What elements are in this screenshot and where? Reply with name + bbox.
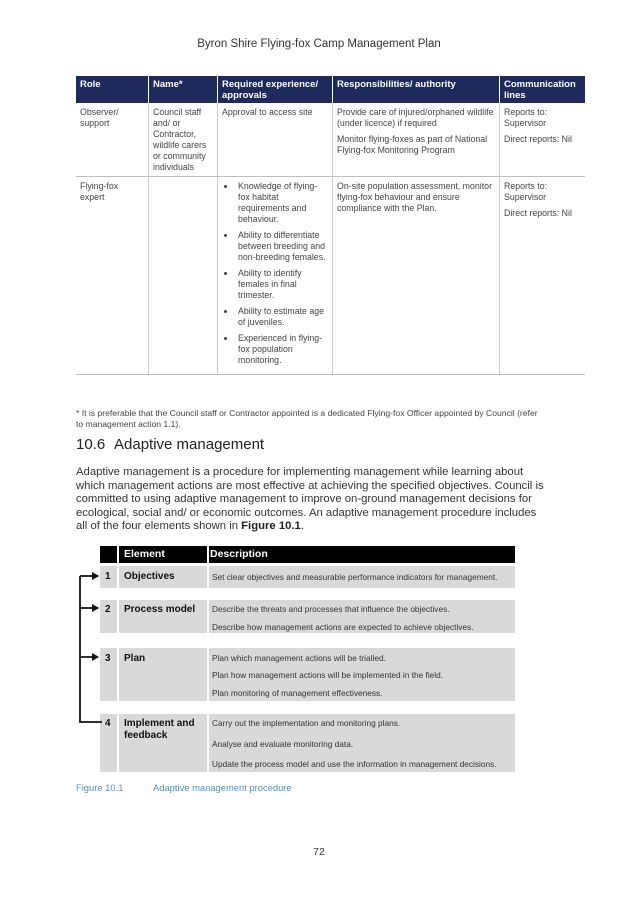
cell-responsibilities: [333, 177, 500, 375]
document-header-title: Byron Shire Flying-fox Camp Management Plan: [197, 38, 441, 50]
column-divider: [207, 546, 209, 772]
communication-text: Reports to: Supervisor: [504, 107, 548, 128]
responsibility-text: On-site population assessment, monitor flying-fox behaviour and ensure compliance with the Plan.: [337, 181, 492, 213]
row-description: Analyse and evaluate monitoring data.: [212, 739, 354, 749]
paragraph-text: Adaptive management is a procedure for implementing management while learning about which management actions are most effective at achieving the specified objectives. Council is committed to using adaptive management to improve on-ground management decisions for ecological, social and/ or economic outcomes. An adaptive management procedure includes all of the four elements shown in: [76, 466, 544, 533]
figure-caption: [76, 782, 292, 793]
feedback-arrows: [76, 560, 116, 790]
row-description: Describe the threats and processes that influence the objectives.: [212, 604, 450, 614]
row-description: Describe how management actions are expected to achieve objectives.: [212, 622, 474, 632]
experience-list: [222, 181, 328, 366]
cell-communication: [500, 177, 586, 375]
caption-text: Adaptive management procedure: [153, 782, 292, 793]
row-description: Plan which management actions will be trialled.: [212, 653, 386, 663]
row-number: 2: [105, 604, 111, 615]
row-element: Process model: [124, 604, 196, 615]
cell-role: Observer/ support: [76, 103, 149, 177]
list-item: • Ability to differentiate between breeding and non-breeding females.: [236, 230, 328, 263]
header-experience: Required experience/ approvals: [218, 76, 333, 103]
section-title: Adaptive management: [114, 436, 265, 453]
responsibility-text: Provide care of injured/orphaned wildlife (under licence) if required: [337, 107, 494, 128]
row-number: 3: [105, 653, 111, 664]
row-description: Carry out the implementation and monitoring plans.: [212, 718, 401, 728]
cell-responsibilities: [333, 103, 500, 177]
figure-row-process-model: [100, 600, 515, 633]
cell-communication: [500, 103, 586, 177]
communication-text: Direct reports: Nil: [504, 134, 572, 144]
row-number: 4: [105, 718, 111, 729]
table-footnote: * It is preferable that the Council staff or Contractor appointed is a dedicated Flying-fox Officer appointed by Council (refer to management action 1.1).: [76, 408, 538, 429]
row-number: 1: [105, 571, 111, 582]
table-row: [76, 177, 585, 375]
row-element: Objectives: [124, 571, 175, 582]
section-number: 10.6: [76, 436, 106, 453]
roles-table: [76, 76, 585, 375]
page-number: 72: [313, 846, 325, 858]
list-item: • Knowledge of flying-fox habitat requirements and behaviour.: [236, 181, 328, 225]
list-item: • Ability to identify females in final trimester.: [236, 268, 328, 301]
figure-header-description: Description: [210, 548, 268, 560]
row-description: Plan monitoring of management effectiveness.: [212, 688, 383, 698]
row-element: Implement and feedback: [124, 718, 195, 741]
column-divider: [117, 546, 119, 772]
figure-reference: Figure 10.1: [241, 520, 301, 533]
cell-experience: Approval to access site: [218, 103, 333, 177]
cell-role: Flying-fox expert: [76, 177, 149, 375]
row-description: Set clear objectives and measurable performance indicators for management.: [212, 572, 498, 582]
figure-row-implement-feedback: [100, 714, 515, 772]
figure-header-element: Element: [124, 548, 165, 560]
header-name: Name*: [149, 76, 218, 103]
figure-row-plan: [100, 648, 515, 701]
section-heading: [76, 436, 264, 453]
feedback-loop-line: [80, 576, 102, 722]
header-responsibilities: Responsibilities/ authority: [333, 76, 500, 103]
figure-row-objectives: [100, 566, 515, 588]
list-item: • Experienced in flying-fox population monitoring.: [236, 333, 328, 366]
paragraph-end: .: [300, 520, 304, 533]
row-description: Plan how management actions will be implemented in the field.: [212, 670, 444, 680]
table-row: [76, 103, 585, 177]
communication-text: Reports to: Supervisor: [504, 181, 548, 202]
responsibility-text: Monitor flying-foxes as part of National Flying-fox Monitoring Program: [337, 134, 488, 155]
header-role: Role: [76, 76, 149, 103]
cell-name: [149, 177, 218, 375]
row-description: Update the process model and use the information in management decisions.: [212, 759, 497, 769]
communication-text: Direct reports: Nil: [504, 208, 572, 218]
header-communication: Communication lines: [500, 76, 586, 103]
cell-name: Council staff and/ or Contractor, wildlife carers or community individuals: [149, 103, 218, 177]
list-item: • Ability to estimate age of juveniles.: [236, 306, 328, 328]
figure-header: [100, 546, 515, 563]
roles-table-header-row: [76, 76, 585, 103]
caption-number: Figure 10.1: [76, 782, 124, 793]
section-paragraph: [76, 466, 546, 534]
row-element: Plan: [124, 653, 146, 664]
cell-experience: [218, 177, 333, 375]
